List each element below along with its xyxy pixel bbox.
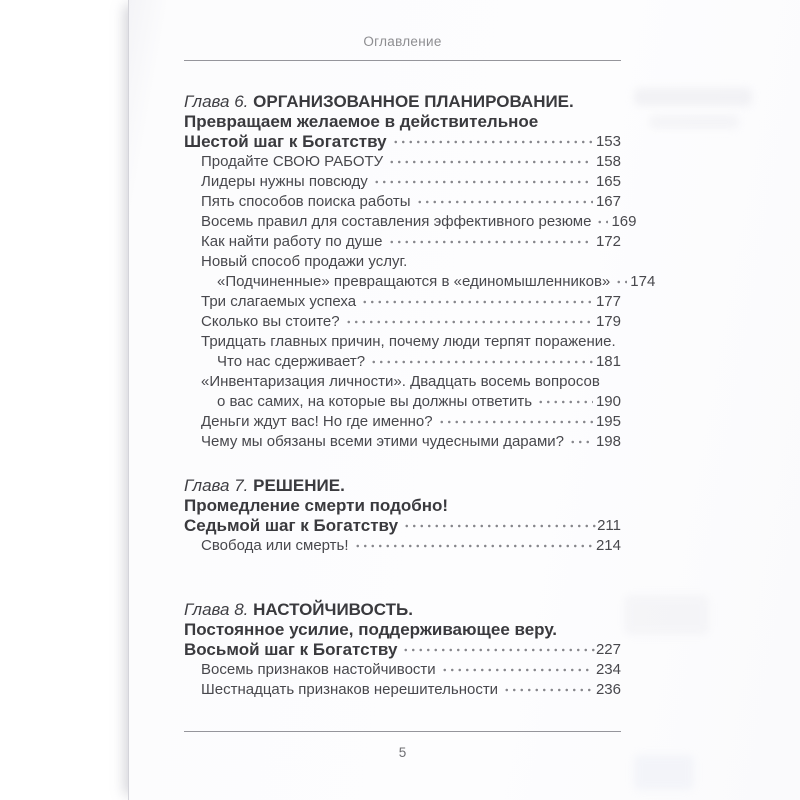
- chapter-subtitle: Промедление смерти подобно!: [184, 496, 449, 515]
- dot-leader: [354, 542, 593, 556]
- entry-title: Что нас сдерживает?: [217, 353, 366, 370]
- dot-leader: [345, 318, 593, 332]
- page-content: [129, 0, 656, 760]
- page-showthrough-artifact: [624, 595, 709, 635]
- toc-entry-line: [201, 412, 621, 432]
- entry-title: о вас самих, на которые вы должны ответить: [217, 393, 533, 410]
- chapter-title: РЕШЕНИЕ.: [248, 476, 345, 495]
- toc-entry-line: [201, 232, 621, 252]
- page-number: 5: [398, 745, 407, 760]
- chapter-step-row: [184, 516, 621, 536]
- dot-leader: [615, 278, 627, 292]
- dot-leader: [503, 686, 593, 700]
- chapter-subtitle: Постоянное усилие, поддерживающее веру.: [184, 620, 558, 639]
- entry-page-number: 165: [595, 173, 621, 190]
- entry-page-number: 177: [595, 293, 621, 310]
- chapter-step-title: Восьмой шаг к Богатству: [184, 640, 398, 659]
- dot-leader: [569, 438, 593, 452]
- chapter-step-page-number: 153: [595, 133, 621, 150]
- toc-section: [184, 92, 656, 452]
- dot-leader: [596, 218, 608, 232]
- chapter-subtitles: [184, 496, 621, 516]
- chapter-entries: [184, 660, 621, 700]
- page-showthrough-artifact: [649, 115, 739, 129]
- entry-title: Чему мы обязаны всеми этими чудесными дарами?: [201, 433, 565, 450]
- dot-leader: [441, 666, 593, 680]
- chapter-step-title: Седьмой шаг к Богатству: [184, 516, 399, 535]
- header-rule: [184, 60, 621, 61]
- chapter-label: Глава 8.: [184, 600, 249, 619]
- dot-leader: [388, 238, 593, 252]
- toc-entry-line: [201, 152, 621, 172]
- toc-entry-line: [201, 432, 621, 452]
- chapter-label: Глава 6.: [184, 92, 249, 111]
- chapter-entries: [184, 536, 621, 556]
- dot-leader: [403, 522, 597, 536]
- entry-page-number: 190: [595, 393, 621, 410]
- entry-page-number: 198: [595, 433, 621, 450]
- chapter-heading: [184, 92, 621, 112]
- page-showthrough-artifact: [634, 755, 694, 790]
- entry-title: Как найти работу по душе: [201, 233, 383, 250]
- dot-leader: [388, 158, 593, 172]
- entry-page-number: 169: [611, 213, 637, 230]
- toc-entry-line: [201, 352, 621, 372]
- chapter-step-row: [184, 132, 621, 152]
- entry-title: Восемь правил для составления эффективного резюме: [201, 213, 592, 230]
- entry-page-number: 174: [630, 273, 656, 290]
- toc-entry-line: [201, 392, 621, 412]
- chapter-subtitles: [184, 112, 621, 132]
- entry-page-number: 195: [595, 413, 621, 430]
- entry-title: Продайте СВОЮ РАБОТУ: [201, 153, 384, 170]
- entry-title: Три слагаемых успеха: [201, 293, 357, 310]
- chapter-title: ОРГАНИЗОВАННОЕ ПЛАНИРОВАНИЕ.: [248, 92, 574, 111]
- entry-page-number: 172: [595, 233, 621, 250]
- entry-title: «Инвентаризация личности». Двадцать восемь вопросов: [201, 373, 600, 390]
- dot-leader: [361, 298, 593, 312]
- page-showthrough-artifact: [634, 88, 752, 106]
- chapter-step-page-number: 211: [597, 517, 621, 534]
- chapter-entries: [184, 152, 656, 452]
- chapter-step-row: [184, 640, 621, 660]
- entry-title: Сколько вы стоите?: [201, 313, 340, 330]
- entry-title: Лидеры нужны повсюду: [201, 173, 368, 190]
- entry-page-number: 234: [595, 661, 621, 678]
- table-of-contents: [184, 92, 656, 700]
- chapter-subtitles: [184, 620, 621, 640]
- dot-leader: [416, 198, 593, 212]
- dot-leader: [537, 398, 593, 412]
- chapter-heading: [184, 476, 621, 496]
- dot-leader: [370, 358, 593, 372]
- book-page: [128, 0, 800, 800]
- toc-entry-line: [201, 192, 621, 212]
- dot-leader: [438, 418, 593, 432]
- dot-leader: [402, 646, 596, 660]
- toc-entry-line: [201, 252, 621, 272]
- chapter-title: НАСТОЙЧИВОСТЬ.: [248, 600, 413, 619]
- entry-page-number: 167: [595, 193, 621, 210]
- toc-entry-line: [201, 660, 621, 680]
- toc-section: [184, 600, 621, 700]
- entry-page-number: 236: [595, 681, 621, 698]
- chapter-subtitle: Превращаем желаемое в действительное: [184, 112, 539, 131]
- toc-entry-line: [201, 212, 637, 232]
- toc-section: [184, 476, 621, 556]
- entry-title: Новый способ продажи услуг.: [201, 253, 408, 270]
- chapter-step-page-number: 227: [595, 641, 621, 658]
- entry-page-number: 158: [595, 153, 621, 170]
- entry-title: Восемь признаков настойчивости: [201, 661, 436, 678]
- chapter-step-title: Шестой шаг к Богатству: [184, 132, 387, 151]
- toc-entry-line: [201, 332, 621, 352]
- entry-title: Свобода или смерть!: [201, 537, 349, 554]
- chapter-label: Глава 7.: [184, 476, 249, 495]
- toc-entry-line: [201, 272, 656, 292]
- toc-entry-line: [201, 172, 621, 192]
- chapter-heading: [184, 600, 621, 620]
- entry-title: Тридцать главных причин, почему люди терпят поражение.: [201, 333, 616, 350]
- entry-title: Пять способов поиска работы: [201, 193, 411, 210]
- entry-page-number: 181: [595, 353, 621, 370]
- entry-title: «Подчиненные» превращаются в «единомышленников»: [217, 273, 611, 290]
- entry-page-number: 179: [595, 313, 621, 330]
- entry-title: Деньги ждут вас! Но где именно?: [201, 413, 433, 430]
- entry-page-number: 214: [595, 537, 621, 554]
- toc-entry-line: [201, 372, 621, 392]
- toc-entry-line: [201, 312, 621, 332]
- running-head: Оглавление: [363, 34, 442, 49]
- dot-leader: [373, 178, 593, 192]
- dot-leader: [392, 138, 596, 152]
- toc-entry-line: [201, 536, 621, 556]
- entry-title: Шестнадцать признаков нерешительности: [201, 681, 499, 698]
- toc-entry-line: [201, 680, 621, 700]
- toc-entry-line: [201, 292, 621, 312]
- footer-rule: [184, 731, 621, 732]
